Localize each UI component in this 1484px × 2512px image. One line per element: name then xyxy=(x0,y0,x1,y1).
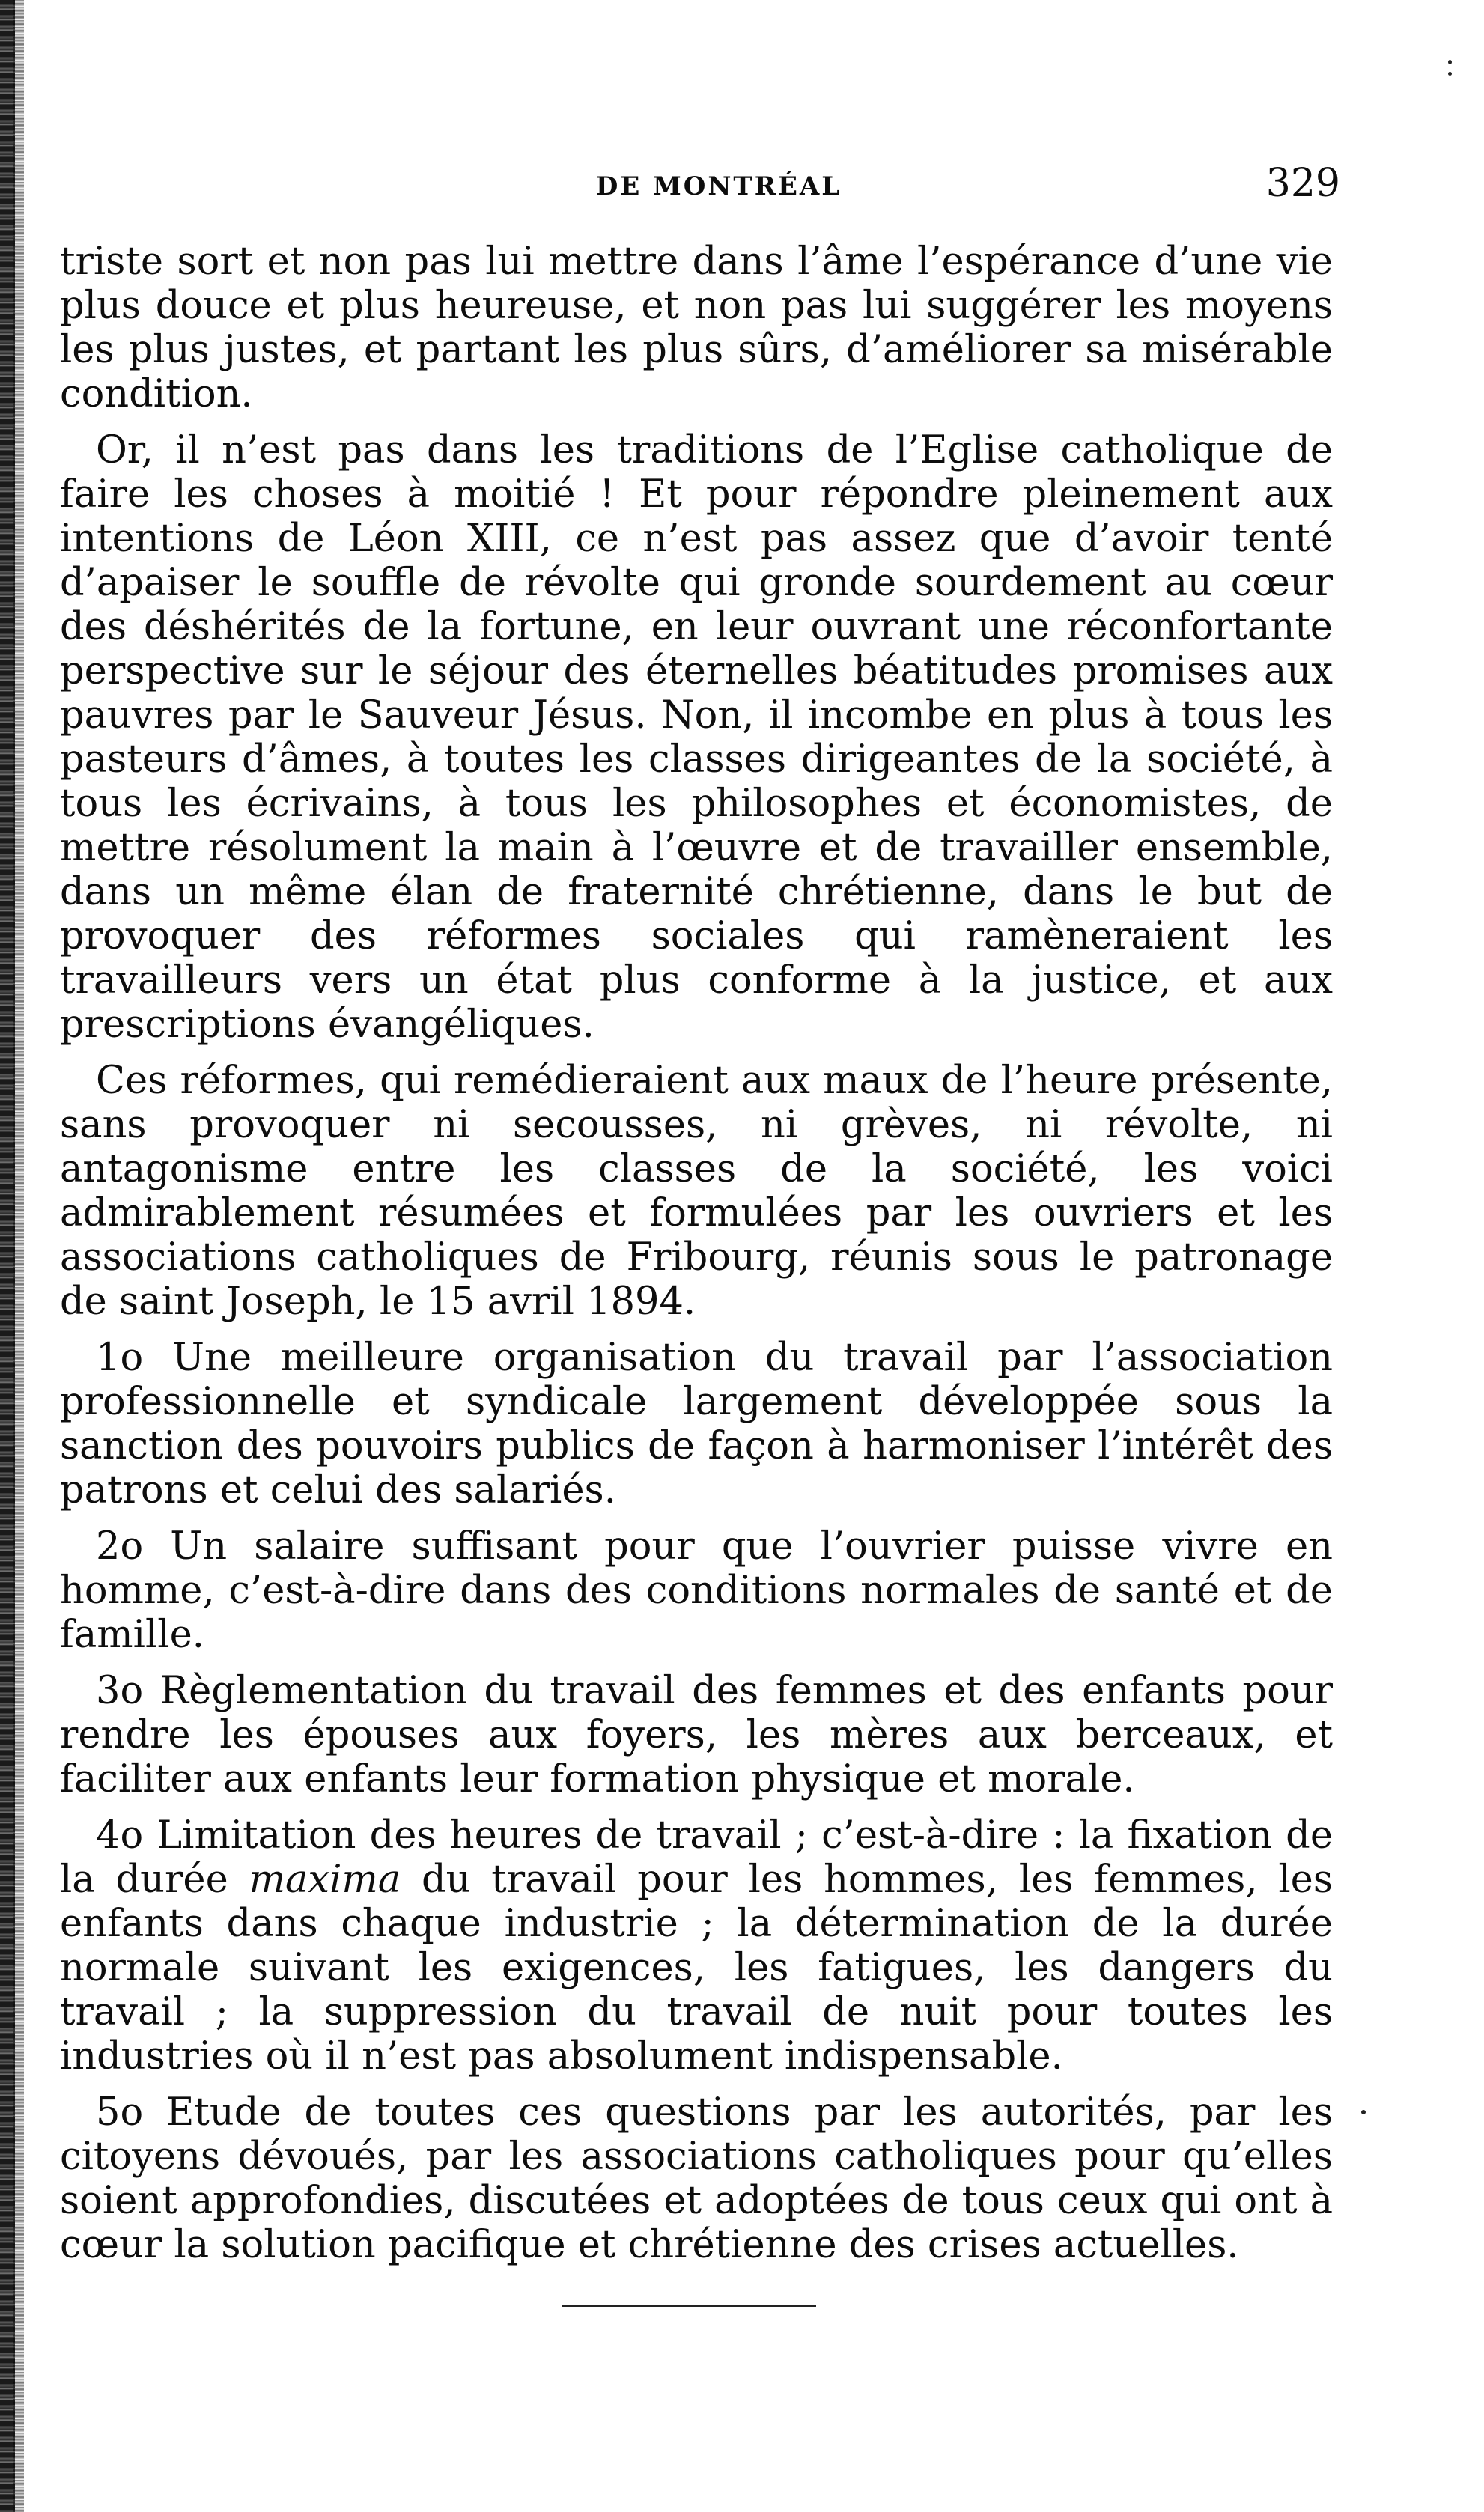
scan-speck xyxy=(1361,2110,1366,2114)
scan-speck xyxy=(1448,72,1452,76)
page-body xyxy=(60,240,1333,2279)
paragraph-reforms-intro: Ces réformes, qui remédieraient aux maux de l’heure présente, sans provoquer ni secousses, ni grèves, ni révolte, ni antagonisme entre les classes de la société, les voici admirablement résumées et formulées par les ouvriers et les associations catholiques de Fribourg, réunis sous le patronage de saint Joseph, le 15 avril 1894. xyxy=(60,1059,1333,1324)
scan-binding-edge xyxy=(0,0,15,2512)
paragraph-leo-xiii: Or, il n’est pas dans les traditions de l’Eglise catholique de faire les choses à moitié ! Et pour répondre pleinement aux intentions de Léon XIII, ce n’est pas assez que d’avoir tenté d’apaiser le souffle de révolte qui gronde sourdement au cœur des déshérités de la fortune, en leur ouvrant une réconfortante perspective sur le séjour des éternelles béatitudes promises aux pauvres par le Sauveur Jésus. Non, il incombe en plus à tous les pasteurs d’âmes, à toutes les classes dirigeantes de la société, à tous les écrivains, à tous les philosophes et économistes, de mettre résolument la main à l’œuvre et de travailler ensemble, dans un même élan de fraternité chrétienne, dans le but de provoquer des réformes sociales qui ramèneraient les travailleurs vers un état plus conforme à la justice, et aux prescriptions évangéliques. xyxy=(60,428,1333,1047)
reform-item-4 xyxy=(60,1813,1333,2078)
scan-speck xyxy=(1448,60,1452,64)
reform-item-3: 3o Règlementation du travail des femmes et des enfants pour rendre les épouses aux foyers, les mères aux berceaux, et faciliter aux enfants leur formation physique et morale. xyxy=(60,1669,1333,1801)
paragraph-continuation: triste sort et non pas lui mettre dans l’âme l’espérance d’une vie plus douce et plus heureuse, et non pas lui suggérer les moyens les plus justes, et partant les plus sûrs, d’améliorer sa misérable condition. xyxy=(60,240,1333,416)
reform-item-4-text-b: du travail pour les hommes, les femmes, les enfants dans chaque industrie ; la détermination de la durée normale suivant les exigences, les fatigues, les dangers du travail ; la suppression du travail de nuit pour toutes les industries où il n’est pas absolument indispensable. xyxy=(60,1858,1333,2078)
page-header xyxy=(67,161,1340,213)
running-head: DE MONTRÉAL xyxy=(595,171,842,201)
section-divider-rule xyxy=(562,2305,816,2307)
reform-item-4-italic: maxima xyxy=(249,1858,401,1902)
reform-item-1: 1o Une meilleure organisation du travail par l’association professionnelle et syndicale largement développée sous la sanction des pouvoirs publics de façon à harmoniser l’intérêt des patrons et celui des salariés. xyxy=(60,1336,1333,1512)
reform-item-5: 5o Etude de toutes ces questions par les autorités, par les citoyens dévoués, par les associations catholiques pour qu’elles soient approfondies, discutées et adoptées de tous ceux qui ont à cœur la solution pacifique et chrétienne des crises actuelles. xyxy=(60,2090,1333,2267)
reform-item-4-text-a: 4o Limitation des heures de travail ; c’est-à-dire : la fixation de la durée xyxy=(60,1813,1333,1902)
reform-item-2: 2o Un salaire suffisant pour que l’ouvrier puisse vivre en homme, c’est-à-dire dans des conditions normales de santé et de famille. xyxy=(60,1524,1333,1657)
page-number: 329 xyxy=(1265,161,1340,206)
